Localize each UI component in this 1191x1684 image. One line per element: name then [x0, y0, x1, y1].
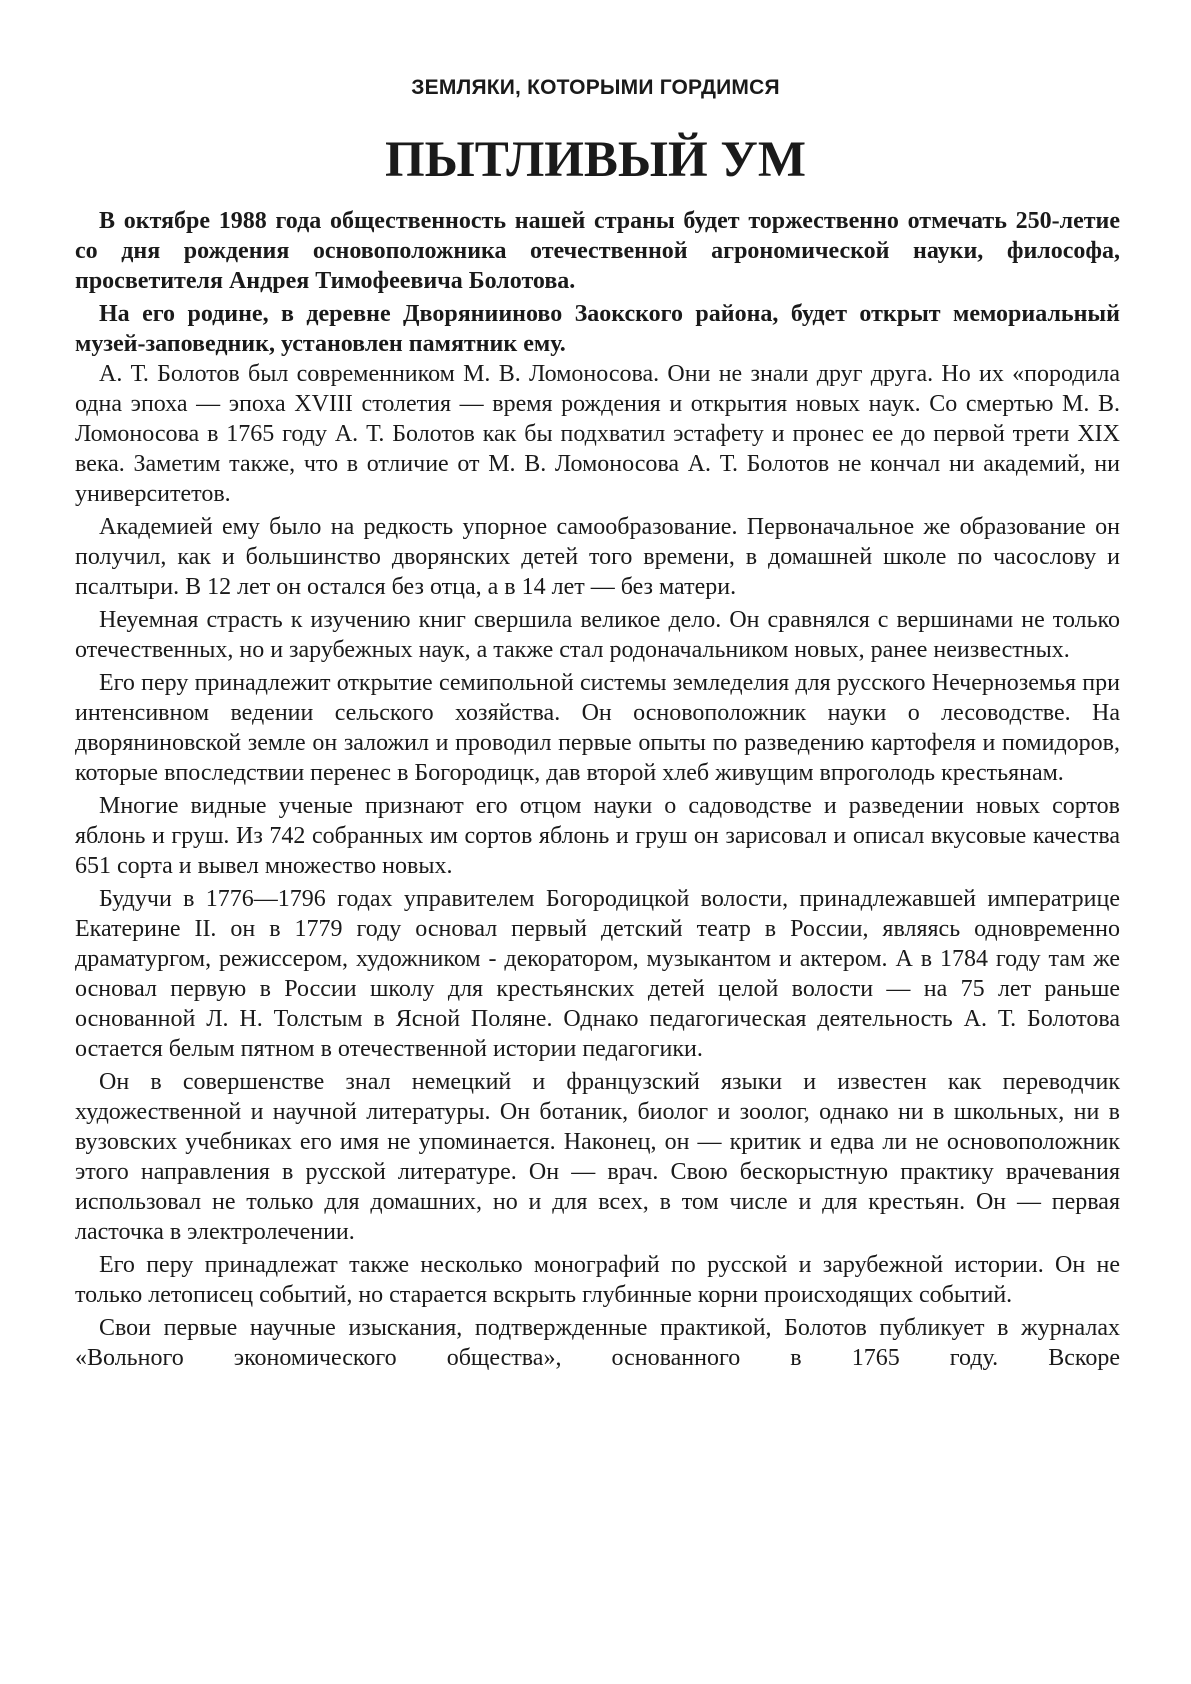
body-paragraph: Свои первые научные изыскания, подтвержденные практикой, Болотов публикует в журналах «Вольного экономического общества», основанного в 1765 году. Вскоре	[75, 1315, 1120, 1371]
lead-paragraph: В октябре 1988 года общественность нашей страны будет торжественно отмечать 250-летие со дня рождения основоположника отечественной агрономической науки, философа, просветителя Андрея Тимофеевича Болотова.	[75, 208, 1120, 294]
body-paragraph: Неуемная страсть к изучению книг свершила великое дело. Он сравнялся с вершинами не только отечественных, но и зарубежных наук, а также стал родоначальником новых, ранее неизвестных.	[75, 607, 1120, 663]
rubric-heading: ЗЕМЛЯКИ, КОТОРЫМИ ГОРДИМСЯ	[411, 76, 780, 99]
body-paragraph: А. Т. Болотов был современником М. В. Ломоносова. Они не знали друг друга. Но их «породила одна эпоха — эпоха XVIII столетия — время рождения и открытия новых наук. Со смертью М. В. Ломоносова в 1765 году А. Т. Болотов как бы подхватил эстафету и пронес ее до первой трети XIX века. Заметим также, что в отличие от М. В. Ломоносова А. Т. Болотов не кончал ни академий, ни университетов.	[75, 361, 1120, 507]
body-paragraph: Многие видные ученые признают его отцом науки о садоводстве и разведении новых сортов яблонь и груш. Из 742 собранных им сортов яблонь и груш он зарисовал и описал вкусовые качества 651 сорта и вывел множество новых.	[75, 793, 1120, 879]
body-paragraph: Он в совершенстве знал немецкий и французский языки и известен как переводчик художественной и научной литературы. Он ботаник, биолог и зоолог, однако ни в школьных, ни в вузовских учебниках его имя не упоминается. Наконец, он — критик и едва ли не основоположник этого направления в русской литературе. Он — врач. Свою бескорыстную практику врачевания использовал не только для домашних, но и для всех, в том числе и для крестьян. Он — первая ласточка в электролечении.	[75, 1069, 1120, 1245]
article-title: ПЫТЛИВЫЙ УМ	[385, 132, 806, 188]
body-paragraph: Академией ему было на редкость упорное самообразование. Первоначальное же образование он получил, как и большинство дворянских детей того времени, в домашней школе по часослову и псалтыри. В 12 лет он остался без отца, а в 14 лет — без матери.	[75, 514, 1120, 600]
body-paragraph: Будучи в 1776—1796 годах управителем Богородицкой волости, принадлежавшей императрице Екатерине II. он в 1779 году основал первый детский театр в России, являясь одновременно драматургом, режиссером, художником - декоратором, музыкантом и актером. А в 1784 году там же основал первую в России школу для крестьянских детей целой волости — на 75 лет раньше основанной Л. Н. Толстым в Ясной Поляне. Однако педагогическая деятельность А. Т. Болотова остается белым пятном в отечественной истории педагогики.	[75, 886, 1120, 1062]
body-paragraph: Его перу принадлежит открытие семипольной системы земледелия для русского Нечерноземья при интенсивном ведении сельского хозяйства. Он основоположник науки о лесоводстве. На дворяниновской земле он заложил и проводил первые опыты по разведению картофеля и помидоров, которые впоследствии перенес в Богородицк, дав второй хлеб живущим впроголодь крестьянам.	[75, 670, 1120, 786]
body-paragraph: Его перу принадлежат также несколько монографий по русской и зарубежной истории. Он не только летописец событий, но старается вскрыть глубинные корни происходящих событий.	[75, 1252, 1120, 1308]
lead-paragraph: На его родине, в деревне Дворянииново Заокского района, будет открыт мемориальный музей-заповедник, установлен памятник ему.	[75, 301, 1120, 357]
article-body	[75, 206, 1120, 1373]
